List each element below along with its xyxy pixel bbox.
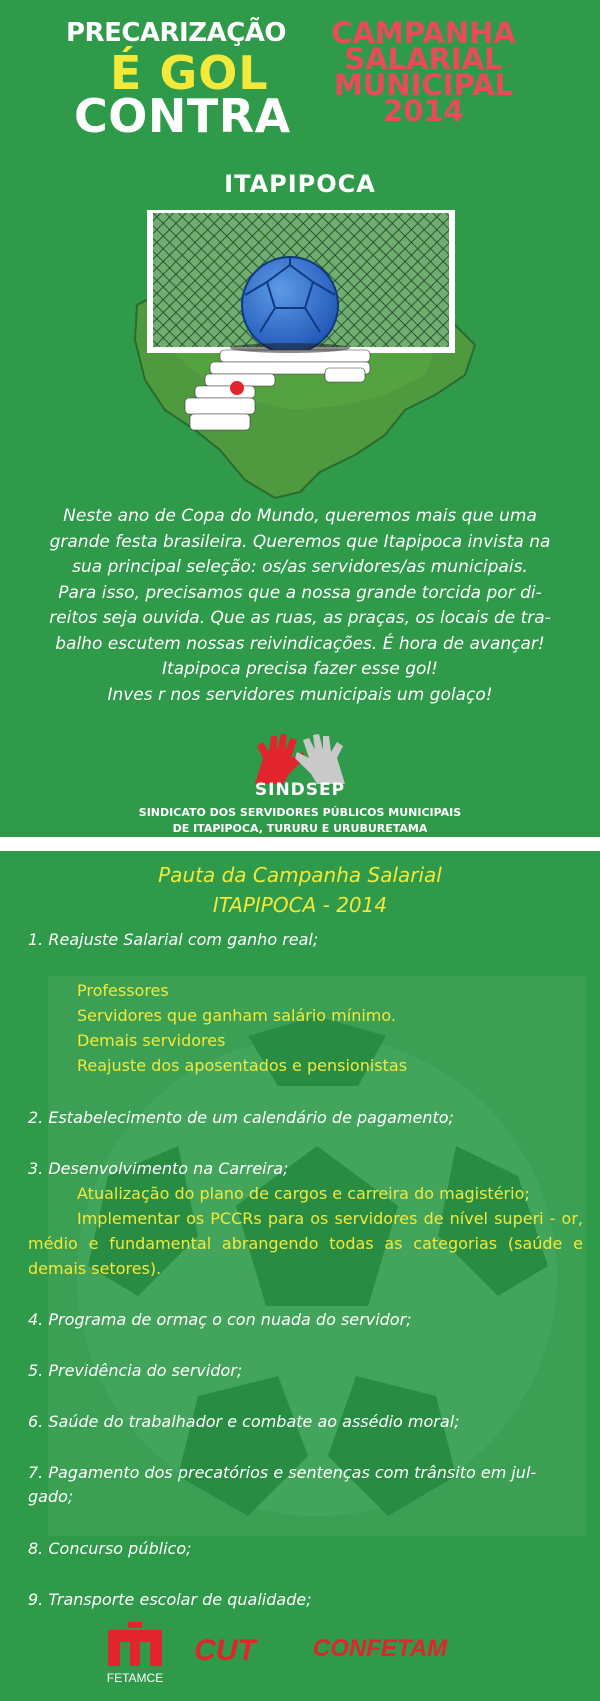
confetam-logo-text: CONFETAM: [312, 1635, 448, 1662]
intro-line: Neste ano de Copa do Mundo, queremos mais que uma: [63, 506, 537, 526]
pauta-item-4: 4. Programa de ormaç o con nuada do servidor;: [28, 1310, 412, 1329]
slogan-line-3: CONTRA: [74, 89, 291, 143]
flyer-front-panel: [0, 0, 600, 837]
pauta-item-6: 6. Saúde do trabalhador e combate ao assédio moral;: [28, 1412, 460, 1431]
intro-line: grande festa brasileira. Queremos que Itapipoca invista na: [49, 531, 551, 552]
intro-line: Itapipoca precisa fazer esse gol!: [162, 659, 438, 679]
cut-logo-text: CUT: [194, 1634, 256, 1667]
pauta-item-1-sub: Demais servidores: [77, 1031, 226, 1050]
slogan-line-2: É GOL: [110, 46, 269, 100]
fetamce-logo-icon: [107, 1622, 163, 1685]
intro-line: Para isso, precisamos que a nossa grande torcida por di-: [58, 582, 542, 603]
intro-line: Inves r nos servidores municipais um golaço!: [107, 684, 493, 705]
slogan-line-1: PRECARIZAÇÃO: [66, 18, 287, 48]
pauta-item-1-sub: Professores: [77, 981, 169, 1000]
pauta-item-1-sub: Reajuste dos aposentados e pensionistas: [77, 1056, 408, 1075]
pauta-subtitle: ITAPIPOCA - 2014: [212, 893, 388, 917]
cut-logo-icon: [194, 1634, 258, 1667]
campaign-line-2: SALARIAL: [344, 42, 503, 76]
pauta-item-2: 2. Estabelecimento de um calendário de pagamento;: [28, 1108, 454, 1127]
pauta-item-5: 5. Previdência do servidor;: [28, 1361, 243, 1380]
pauta-item-1: 1. Reajuste Salarial com ganho real;: [28, 930, 319, 949]
sindsep-name: SINDSEP: [254, 780, 346, 800]
confetam-logo-icon: [313, 1635, 448, 1662]
campaign-year: 2014: [383, 94, 464, 128]
intro-line: reitos seja ouvida. Que as ruas, as praças, os locais de tra-: [49, 608, 551, 628]
footer-logos: [100, 1620, 500, 1690]
pauta-item-9: 9. Transporte escolar de qualidade;: [28, 1590, 312, 1609]
intro-line: balho escutem nossas reivindicações. É hora de avançar!: [55, 633, 545, 654]
fetamce-logo-text: FETAMCE: [106, 1671, 164, 1685]
pauta-item-3: 3. Desenvolvimento na Carreira;: [28, 1159, 289, 1178]
union-full-name-line-2: DE ITAPIPOCA, TURURU E URUBURETAMA: [172, 822, 428, 835]
pauta-item-3-sub: Atualização do plano de cargos e carreira do magistério;: [77, 1184, 530, 1203]
pauta-title: Pauta da Campanha Salarial: [158, 863, 442, 887]
union-full-name-line-1: SINDICATO DOS SERVIDORES PÚBLICOS MUNICIPAIS: [138, 806, 462, 819]
pauta-item-3-sub: Implementar os PCCRs para os servidores de nível superi - or, médio e fundamental abrangendo todas as categorias (saúde e demais setores).: [28, 1209, 583, 1278]
intro-paragraph: [20, 504, 580, 708]
campaign-title: [316, 16, 531, 128]
pauta-item-1-sub: Servidores que ganham salário mínimo.: [77, 1006, 396, 1025]
intro-line: sua principal seleção: os/as servidores/as municipais.: [72, 557, 528, 577]
goal-map-ball-illustration: [125, 210, 485, 500]
sindsep-hands-logo-icon: [245, 730, 355, 784]
campaign-line-1: CAMPANHA: [331, 16, 516, 50]
city-title: ITAPIPOCA: [224, 170, 376, 198]
pauta-item-8: 8. Concurso público;: [28, 1539, 192, 1558]
campaign-line-3: MUNICIPAL: [333, 68, 514, 102]
pauta-item-7: 7. Pagamento dos precatórios e sentenças com trânsito em jul- gado;: [28, 1463, 537, 1506]
